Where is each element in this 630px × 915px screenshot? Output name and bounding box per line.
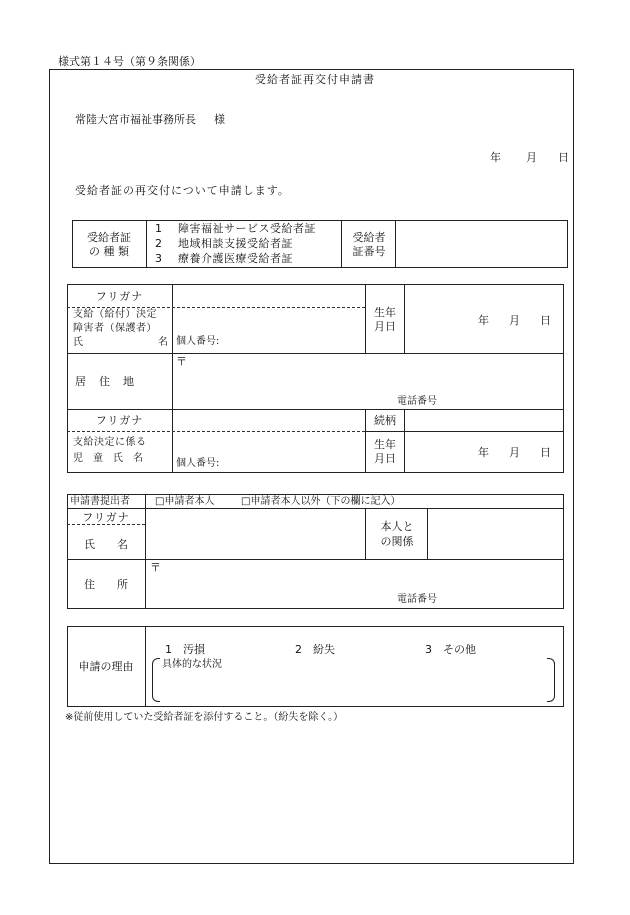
cert-number-label-2: 証番号 [352, 245, 386, 258]
child-name-field[interactable] [174, 433, 363, 455]
applicant-furigana-field[interactable] [174, 286, 363, 306]
cert-type-num-3: 3 [155, 252, 162, 265]
submitter-relation-field[interactable] [429, 510, 562, 557]
child-birth-day: 日 [540, 446, 551, 459]
applicant-furigana-label: フリガナ [95, 290, 144, 303]
applicant-birth-label-2: 月日 [374, 320, 396, 333]
intro-text: 受給者証の再交付について申請します。 [75, 184, 290, 197]
applicant-name-field[interactable] [174, 309, 363, 335]
applicant-kojin-label: 個人番号: [176, 336, 220, 347]
reason-detail-field[interactable] [162, 673, 542, 699]
reason-option-other[interactable]: その他 [443, 643, 476, 656]
date-day-label: 日 [558, 151, 569, 164]
applicant-address-label: 居 住 地 [75, 375, 135, 388]
reason-num-3: 3 [425, 643, 432, 656]
child-name-label-2: 児 童 氏 名 [73, 453, 143, 464]
date-month-label: 月 [526, 151, 537, 164]
child-relation-label: 続柄 [374, 414, 396, 427]
applicant-phone-label: 電話番号 [397, 396, 437, 407]
child-birth-month: 月 [509, 446, 520, 459]
submitter-name-label: 氏 名 [84, 538, 128, 551]
applicant-name-label-3b: 名 [158, 337, 168, 348]
reason-bracket-right [547, 658, 555, 702]
honorific: 様 [214, 113, 225, 126]
reason-num-2: 2 [295, 643, 302, 656]
cert-type-num-2: 2 [155, 237, 162, 250]
reason-detail-label: 具体的な状況 [162, 659, 222, 670]
applicant-address-field[interactable] [190, 355, 560, 391]
applicant-postal-mark: 〒 [176, 355, 187, 368]
cert-number-field[interactable] [397, 222, 566, 266]
applicant-name-label-3a: 氏 [73, 337, 83, 348]
child-name-label-1: 支給決定に係る [73, 437, 147, 448]
cert-type-label-2: の 種 類 [89, 245, 129, 258]
submitter-address-label: 住 所 [84, 578, 128, 591]
reason-label: 申請の理由 [78, 660, 134, 673]
child-furigana-label: フリガナ [95, 414, 144, 427]
submitter-postal-mark: 〒 [150, 561, 161, 574]
submitter-relation-label-1: 本人と [380, 520, 414, 533]
footnote: ※従前使用していた受給者証を添付すること。（紛失を除く。） [65, 712, 344, 723]
form-number: 様式第１４号（第９条関係） [58, 55, 201, 68]
reason-num-1: 1 [165, 643, 172, 656]
applicant-name-label-2: 障害者（保護者） [73, 323, 157, 334]
submitter-option-self[interactable]: □申請者本人 [155, 496, 215, 507]
form-title: 受給者証再交付申請書 [255, 73, 375, 86]
child-birth-year: 年 [478, 446, 489, 459]
child-furigana-field[interactable] [174, 411, 363, 430]
submitter-phone-label: 電話番号 [397, 594, 437, 605]
cert-type-num-1: 1 [155, 222, 162, 235]
submitter-address-field[interactable] [165, 561, 560, 591]
cert-type-option-1: 障害福祉サービス受給者証 [178, 222, 316, 235]
cert-type-option-3: 療養介護医療受給者証 [178, 252, 293, 265]
date-year-label: 年 [490, 151, 501, 164]
reason-option-soiled[interactable]: 汚損 [183, 643, 205, 656]
applicant-birth-label-1: 生年 [374, 306, 396, 319]
cert-number-label-1: 受給者 [352, 231, 386, 244]
reason-option-lost[interactable]: 紛失 [313, 643, 335, 656]
child-kojin-label: 個人番号: [176, 458, 220, 469]
applicant-birth-year: 年 [478, 314, 489, 327]
addressee: 常陸大宮市福祉事務所長 [75, 113, 196, 126]
cert-type-label-1: 受給者証 [87, 231, 131, 244]
submitter-relation-label-2: の関係 [380, 535, 414, 548]
applicant-name-label-1: 支給（給付）決定 [73, 309, 157, 320]
applicant-birth-day: 日 [540, 314, 551, 327]
reason-bracket-left [152, 658, 160, 702]
cert-type-option-2: 地域相談支援受給者証 [178, 237, 293, 250]
submitter-name-field[interactable] [147, 510, 363, 557]
child-birth-label-1: 生年 [374, 438, 396, 451]
submitter-label: 申請書提出者 [70, 496, 130, 507]
child-birth-label-2: 月日 [374, 452, 396, 465]
applicant-birth-month: 月 [509, 314, 520, 327]
child-relation-field[interactable] [406, 411, 562, 430]
submitter-furigana-label: フリガナ [82, 511, 130, 524]
submitter-option-other[interactable]: □申請者本人以外（下の欄に記入） [241, 496, 401, 507]
